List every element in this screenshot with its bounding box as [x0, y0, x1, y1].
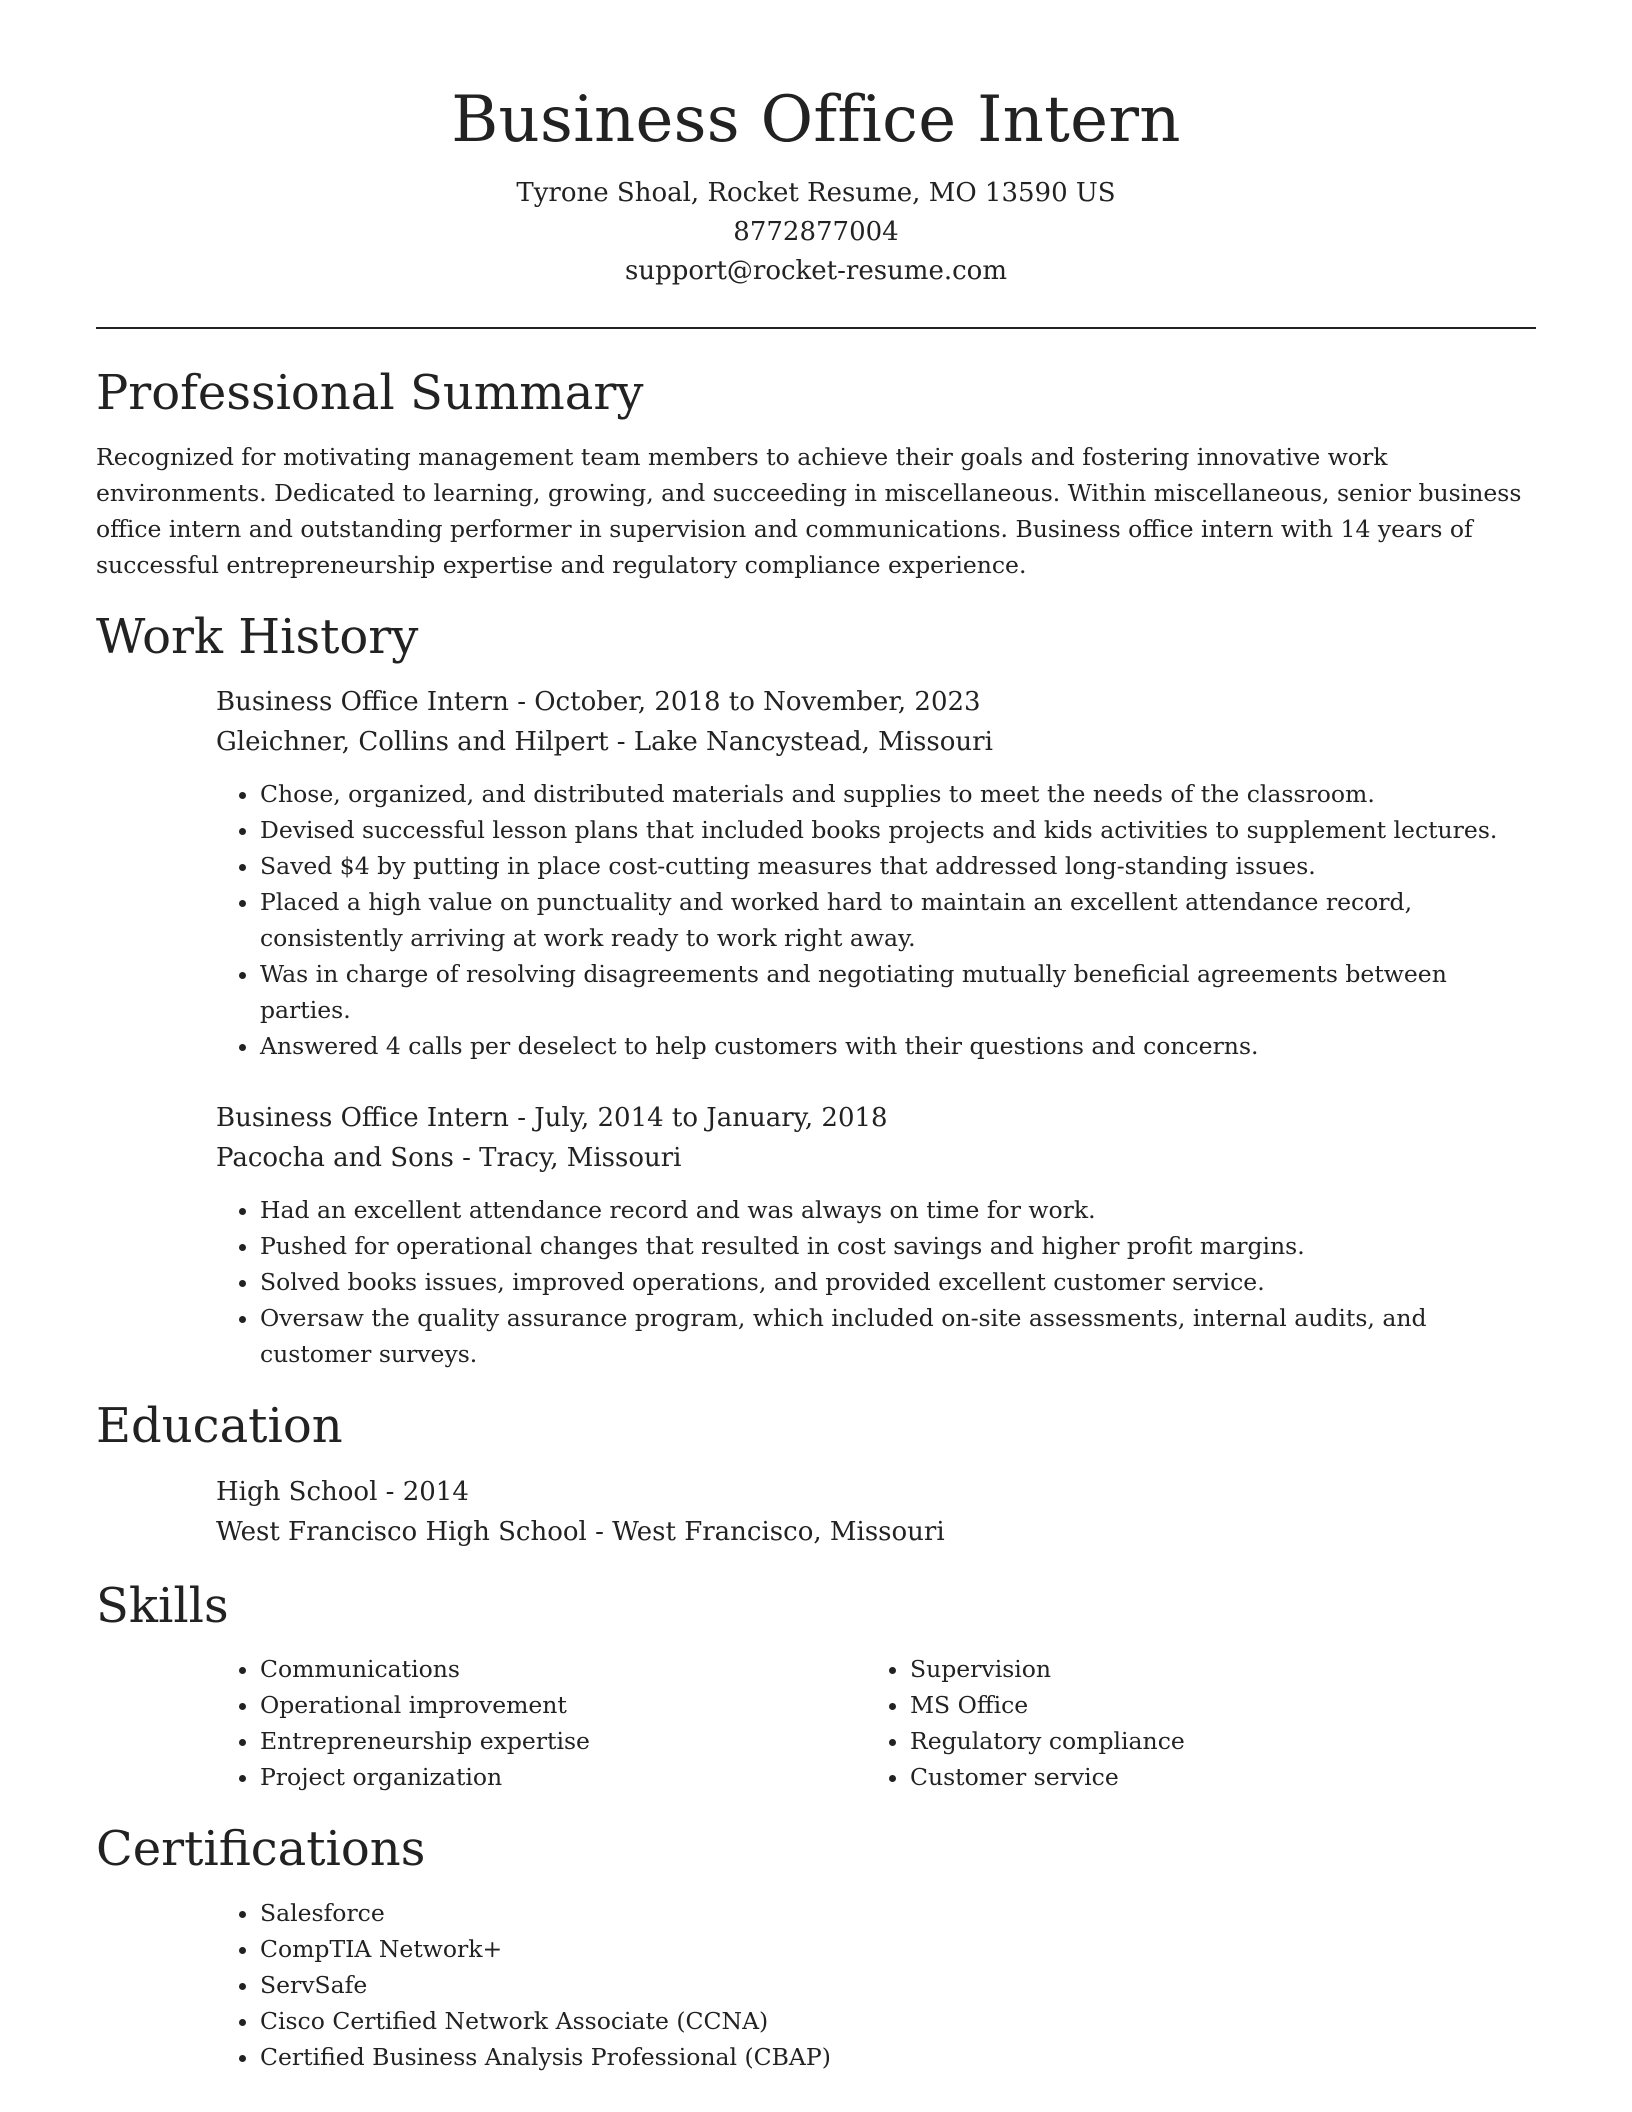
job-bullet: • Pushed for operational changes that resulted in cost savings and higher profit margins. — [260, 1228, 1536, 1264]
header-divider — [96, 327, 1536, 329]
job-title-line: Business Office Intern - October, 2018 to November, 2023 — [216, 687, 981, 718]
certification-item: • Cisco Certified Network Associate (CCNA) — [260, 2003, 1536, 2039]
job-bullet: • Answered 4 calls per deselect to help customers with their questions and concerns. — [260, 1028, 1536, 1064]
contact-info — [96, 174, 1536, 291]
certification-item: • ServSafe — [260, 1967, 1536, 2003]
job-bullet: • Was in charge of resolving disagreements and negotiating mutually beneficial agreements between parties. — [260, 956, 1536, 1028]
job-bullet: • Chose, organized, and distributed materials and supplies to meet the needs of the classroom. — [260, 776, 1536, 812]
job-bullet: • Had an excellent attendance record and was always on time for work. — [260, 1192, 1536, 1228]
job-bullets — [216, 776, 1536, 1064]
certifications-heading: Certifications — [96, 1821, 426, 1878]
education-degree-line: High School - 2014 — [216, 1476, 469, 1507]
certification-item: • Salesforce — [260, 1895, 1536, 1931]
job-entry — [216, 682, 1536, 1064]
resume-header — [96, 80, 1536, 291]
skills-column-left — [216, 1651, 866, 1795]
job-title-line: Business Office Intern - July, 2014 to January, 2018 — [216, 1103, 888, 1134]
work-history-section — [96, 609, 1536, 1373]
skills-section — [96, 1578, 1536, 1796]
skill-item: • Communications — [260, 1651, 866, 1687]
certifications-section — [96, 1821, 1536, 2075]
skill-item: • Project organization — [260, 1759, 866, 1795]
work-history-heading: Work History — [96, 608, 419, 665]
contact-email: support@rocket-resume.com — [624, 256, 1007, 286]
certifications-list — [216, 1895, 1536, 2075]
education-heading: Education — [96, 1398, 343, 1455]
job-bullet: • Solved books issues, improved operations, and provided excellent customer service. — [260, 1264, 1536, 1300]
skills-column-right — [866, 1651, 1516, 1795]
education-section — [96, 1398, 1536, 1552]
education-school-line: West Francisco High School - West Francisco, Missouri — [216, 1516, 945, 1547]
skill-item: • Operational improvement — [260, 1687, 866, 1723]
job-company-line: Gleichner, Collins and Hilpert - Lake Nancystead, Missouri — [216, 727, 993, 758]
job-bullets — [216, 1192, 1536, 1372]
skill-item: • Customer service — [910, 1759, 1516, 1795]
skills-heading: Skills — [96, 1577, 229, 1634]
job-bullet: • Devised successful lesson plans that included books projects and kids activities to supplement lectures. — [260, 812, 1536, 848]
skill-item: • Regulatory compliance — [910, 1723, 1516, 1759]
certification-item: • CompTIA Network+ — [260, 1931, 1536, 1967]
skills-grid — [216, 1651, 1536, 1795]
job-bullet: • Placed a high value on punctuality and worked hard to maintain an excellent attendance record, consistently arriving at work ready to work right away. — [260, 884, 1536, 956]
skill-item: • Supervision — [910, 1651, 1516, 1687]
certification-item: • Certified Business Analysis Professional (CBAP) — [260, 2039, 1536, 2075]
summary-section — [96, 365, 1536, 583]
summary-text: Recognized for motivating management team members to achieve their goals and fostering innovative work environments. Dedicated to learning, growing, and succeeding in miscellaneous. Within miscellaneous, senior business office intern and outstanding performer in supervision and communications. Business office intern with 14 years of successful entrepreneurship expertise and regulatory compliance experience. — [96, 442, 1522, 579]
contact-address: Tyrone Shoal, Rocket Resume, MO 13590 US — [516, 178, 1116, 208]
skill-item: • Entrepreneurship expertise — [260, 1723, 866, 1759]
job-company-line: Pacocha and Sons - Tracy, Missouri — [216, 1143, 682, 1174]
skill-item: • MS Office — [910, 1687, 1516, 1723]
contact-phone: 8772877004 — [733, 217, 899, 247]
job-bullet: • Saved $4 by putting in place cost-cutting measures that addressed long-standing issues. — [260, 848, 1536, 884]
resume-title: Business Office Intern — [451, 83, 1181, 157]
summary-heading: Professional Summary — [96, 365, 644, 421]
job-bullet: • Oversaw the quality assurance program, which included on-site assessments, internal audits, and customer surveys. — [260, 1300, 1536, 1372]
job-entry — [216, 1098, 1536, 1372]
